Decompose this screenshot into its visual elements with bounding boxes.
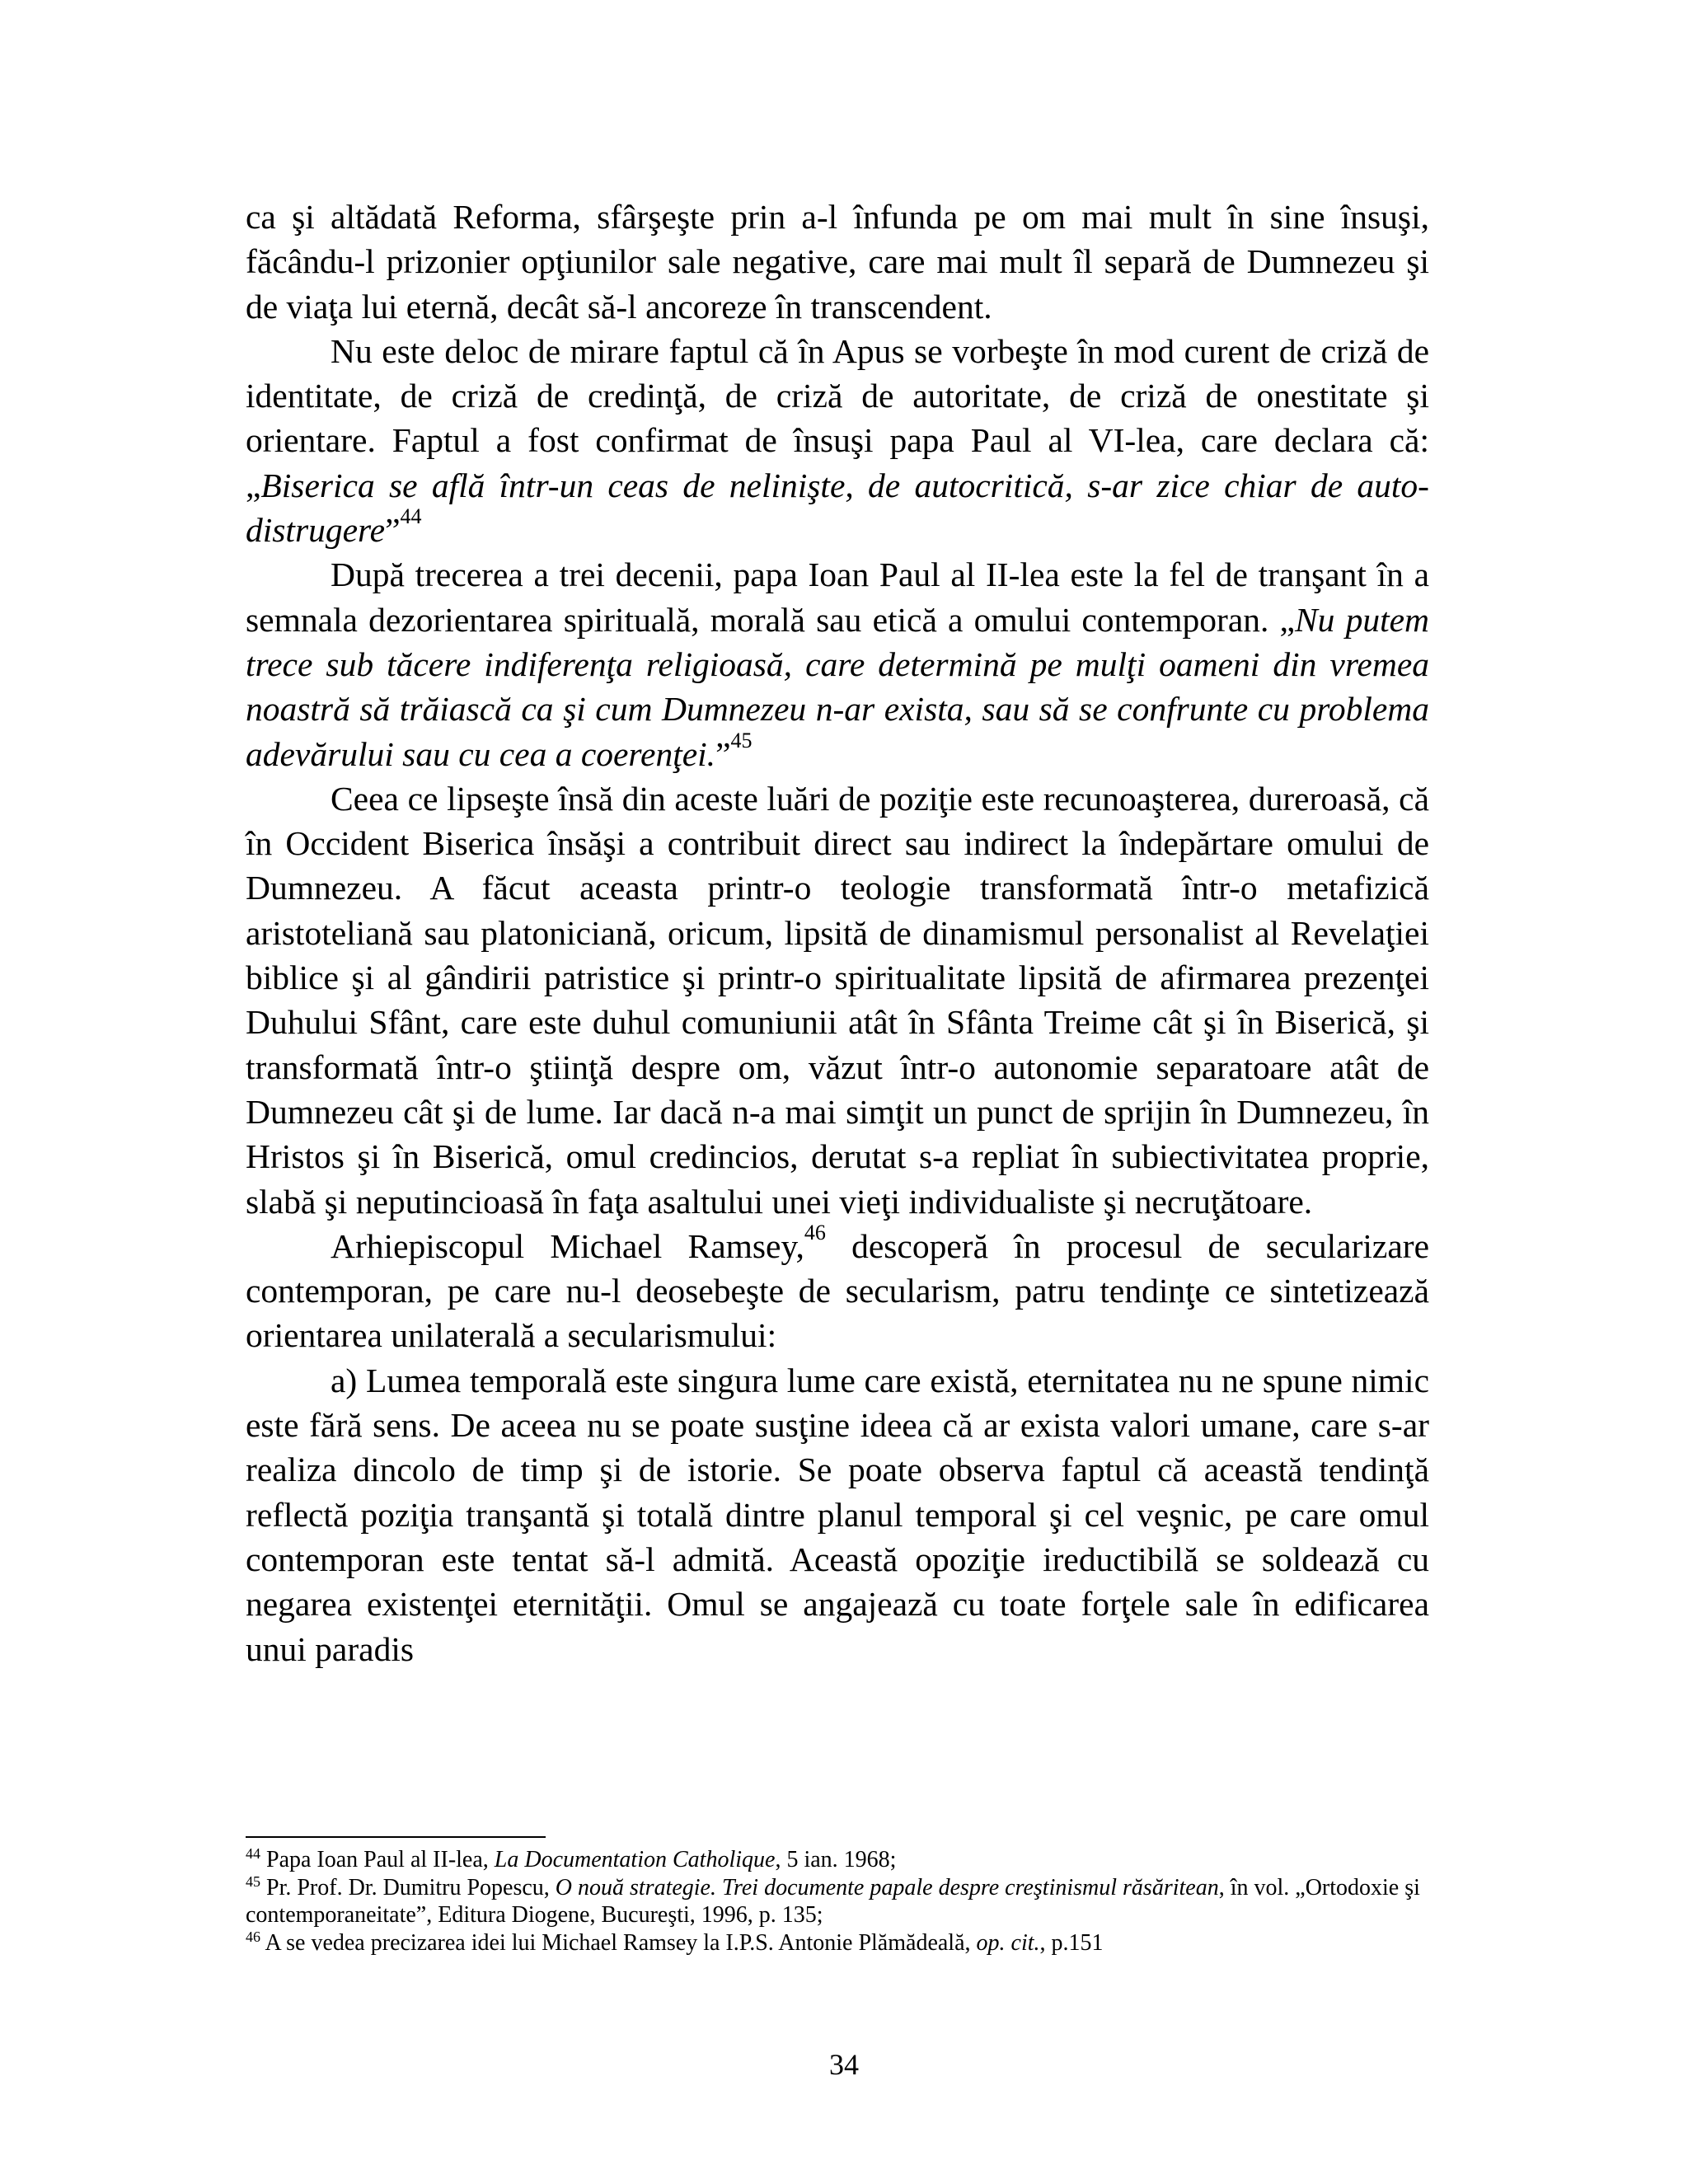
footnote-number: 44 — [246, 1845, 260, 1862]
italic-text: O nouă strategie. Trei documente papale despre creştinismul răsăritean — [555, 1874, 1219, 1900]
footnote-44 — [246, 1846, 1429, 1874]
italic-text: op. cit. — [976, 1929, 1040, 1956]
footnote-separator — [246, 1836, 546, 1838]
body-paragraph — [246, 329, 1429, 552]
text-run: Pr. Prof. Dr. Dumitru Popescu, — [260, 1874, 556, 1900]
body-text — [246, 194, 1429, 1671]
text-run: Ceea ce lipseşte însă din aceste luări de poziţie este recunoaşterea, dureroasă, că în Occident Biserica însăşi a contribuit direct sau indirect la îndepărtare omului de Dumnezeu. A făcut aceasta printr-o teologie transformată într-o metafizică aristoteliană sau platoniciană, oricum, lipsită de dinamismul personalist al Revelaţiei biblice şi al gândirii patristice şi printr-o spiritualitate lipsită de afirmarea prezenţei Duhului Sfânt, care este duhul comuniunii atât în Sfânta Treime cât şi în Biserică, şi transformată într-o ştiinţă despre om, văzut într-o autonomie separatoare atât de Dumnezeu cât şi de lume. Iar dacă n-a mai simţit un punct de sprijin în Dumnezeu, în Hristos şi în Biserică, omul credincios, derutat s-a repliat în subiectivitatea proprie, slabă şi neputincioasă în faţa asaltului unei vieţi individualiste şi necruţătoare. — [246, 779, 1429, 1221]
footnote-number: 45 — [246, 1872, 260, 1890]
text-run: Papa Ioan Paul al II-lea, — [260, 1847, 495, 1872]
body-paragraph — [246, 776, 1429, 1224]
italic-text: La Documentation Catholique — [494, 1847, 776, 1872]
text-run: ” — [385, 511, 401, 550]
page-number: 34 — [829, 2048, 859, 2081]
text-run: a) Lumea temporală este singura lume care există, eternitatea nu ne spune nimic este fără sens. De aceea nu se poate susţine ideea că ar exista valori umane, care s-ar realiza dincolo de timp şi de istorie. Se poate observa faptul că această tendinţă reflectă poziţia tranşantă şi totală dintre planul temporal şi cel veşnic, pe care omul contemporan este tentat să-l admită. Această opoziţie ireductibilă se soldează cu negarea existenţei eternităţii. Omul se angajează cu toate forţele sale în edificarea unui paradis — [246, 1361, 1429, 1668]
footnote-45 — [246, 1874, 1429, 1929]
text-run: , p.151 — [1039, 1929, 1104, 1956]
text-run: După trecerea a trei decenii, papa Ioan Paul al II-lea este la fel de tranşant în a semnala dezorientarea spirituală, morală sau etică a omului contemporan. „ — [246, 555, 1429, 639]
text-run: ca şi altădată Reforma, sfârşeşte prin a-l înfunda pe om mai mult în sine însuşi, făcându-l prizonier opţiunilor sale negative, care mai mult îl separă de Dumnezeu şi de viaţa lui eternă, decât să-l ancoreze în transcendent. — [246, 198, 1429, 326]
footnote-46 — [246, 1929, 1429, 1957]
text-run: , în vol. „Ortodoxie şi contemporaneitate”, Editura Diogene, Bucureşti, 1996, p. 135; — [246, 1874, 1420, 1928]
body-paragraph — [246, 1358, 1429, 1671]
text-run: descoperă în procesul de secularizare contemporan, pe care nu-l deosebeşte de secularism, patru tendinţe ce sintetizează orientarea unilaterală a secularismului: — [246, 1226, 1429, 1355]
text-run: A se vedea precizarea idei lui Michael Ramsey la I.P.S. Antonie Plămădeală, — [260, 1929, 977, 1956]
italic-text: Nu putem trece sub tăcere indiferenţa religioasă, care determină pe mulţi oameni din vremea noastră să trăiască ca şi cum Dumnezeu n-ar exista, sau să se confrunte cu problema adevărului sau cu cea a coerenţei. — [246, 600, 1429, 773]
text-run: , 5 ian. 1968; — [775, 1847, 897, 1872]
footnote-number: 46 — [246, 1928, 260, 1945]
italic-text: Biserica se află într-un ceas de nelinişte, de autocritică, s-ar zice chiar de auto-distrugere — [246, 466, 1429, 550]
text-run: Nu este deloc de mirare faptul că în Apus se vorbeşte în mod curent de criză de identitate, de criză de credinţă, de criză de autoritate, de criză de onestitate şi orientare. Faptul a fost confirmat de însuşi papa Paul al VI-lea, care declara că: „ — [246, 331, 1429, 504]
text-run: Arhiepiscopul Michael Ramsey, — [331, 1226, 804, 1265]
footnote-reference: 46 — [804, 1220, 826, 1244]
footnote-reference: 44 — [400, 504, 422, 529]
footnotes — [246, 1846, 1429, 1957]
body-paragraph — [246, 194, 1429, 329]
body-paragraph — [246, 552, 1429, 776]
text-run: ” — [715, 734, 731, 773]
body-paragraph — [246, 1220, 1429, 1358]
footnote-reference: 45 — [730, 728, 753, 752]
